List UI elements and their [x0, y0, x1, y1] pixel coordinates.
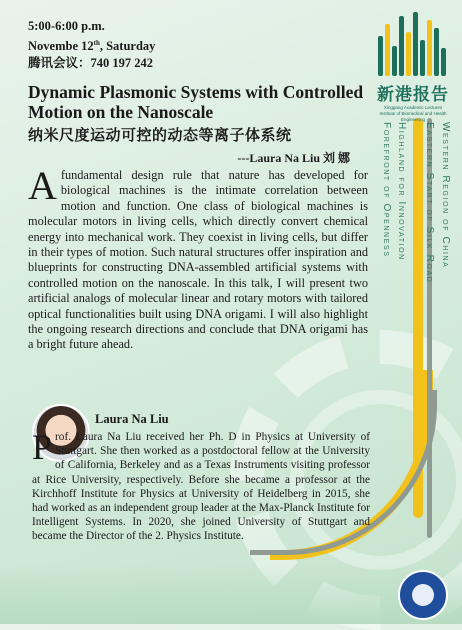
abstract — [28, 163, 368, 353]
event-info — [28, 18, 155, 72]
event-time: 5:00-6:00 p.m. — [28, 19, 105, 33]
bottom-band — [0, 564, 462, 624]
abstract-dropcap: A — [28, 163, 57, 208]
speaker-line: ---Laura Na Liu 刘 娜 — [237, 151, 350, 165]
bio — [32, 427, 370, 544]
slogan-line-4: Forefront of Openness — [381, 122, 392, 258]
logo-cn: 新港报告 — [377, 85, 449, 105]
bio-text: rof. Laura Na Liu received her Ph. D in Physics at University of Stuttgart. She then worked as a postdoctoral fellow at the University of California, Berkeley and as a Texas Instruments visiting professor at Rice University, respectively. Before she became a professor at the Kirchhoff Institute for Physics at University of Heidelberg in 2015, she had worked as an independent group leader at the Max-Planck Institute for Intelligent Systems. In 2020, she joined University of Stuttgart and became the Director of the 2. Physics Institute. — [32, 431, 370, 543]
event-meeting: 腾讯会议：740 197 242 — [28, 56, 154, 71]
abstract-text: fundamental design rule that nature has developed for biological machines is the intimate correlation between motion and function. One class of biological machines is molecular motors in living cells, which directly convert chemical energy into mechanical work. They coexist in living cells, but differ in their types of motion. Such natural structures offer inspiration and blueprints for constructing DNA-assembled artificial systems with controlled motion on the nanoscale. In this talk, I will present two artificial analogs of molecular linear and rotary motors with tailored optical functionalities built using DNA origami. I will also highlight the ongoing research directions and conclude that DNA origami has a bright future ahead. — [28, 168, 368, 352]
slogan-line-2: Eastern Start of Silk Road — [424, 122, 435, 284]
talk-title: Dynamic Plasmonic Systems with Controlled Motion on the Nanoscale — [28, 82, 364, 122]
event-date: Novembe 12th, Saturday — [28, 39, 156, 54]
university-seal-icon — [398, 570, 448, 620]
bio-name: Laura Na Liu — [95, 412, 169, 426]
bio-dropcap: P — [32, 427, 53, 467]
slogan-line-3: Highland for Innovation — [396, 122, 407, 261]
slogan-line-1: Western Region of China — [440, 122, 451, 269]
talk-title-cn: 纳米尺度运动可控的动态等离子体系统 — [28, 128, 292, 144]
logo-bars-icon — [376, 10, 448, 76]
xingang-logo — [372, 10, 454, 123]
logo-sub-1: Xinggang Academic Lectures — [383, 105, 443, 110]
logo-sub-2: Institute of Biomedical and Health Engineering — [379, 111, 447, 122]
